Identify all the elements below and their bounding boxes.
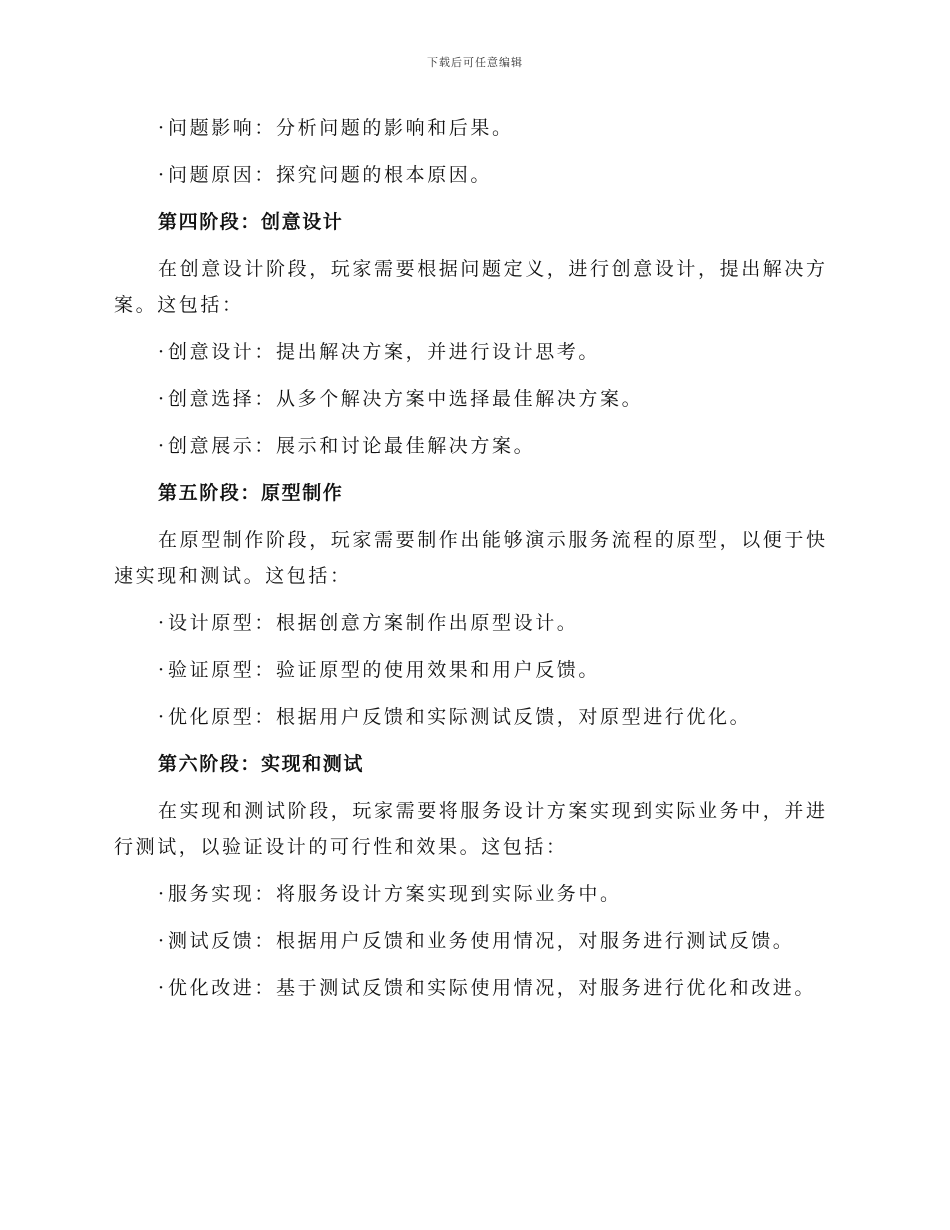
bullet-text: 验证原型：验证原型的使用效果和用户反馈。	[168, 659, 601, 681]
section-paragraph: 在创意设计阶段，玩家需要根据问题定义，进行创意设计，提出解决方案。这包括：	[114, 258, 828, 316]
section-heading-5: 第五阶段：原型制作	[158, 482, 344, 504]
bullet-dot: ·	[158, 706, 165, 728]
bullet-dot: ·	[158, 659, 165, 681]
section-heading-4: 第四阶段：创意设计	[158, 211, 344, 233]
bullet-text: 优化改进：基于测试反馈和实际使用情况，对服务进行优化和改进。	[168, 977, 817, 999]
section-paragraph: 在原型制作阶段，玩家需要制作出能够演示服务流程的原型，以便于快速实现和测试。这包括：	[114, 529, 828, 587]
bullet-text: 服务实现：将服务设计方案实现到实际业务中。	[168, 883, 622, 905]
bullet-text: 创意选择：从多个解决方案中选择最佳解决方案。	[168, 388, 644, 410]
bullet-item	[114, 157, 836, 193]
bullet-dot: ·	[158, 164, 165, 186]
bullet-text: 创意设计：提出解决方案，并进行设计思考。	[168, 341, 601, 363]
bullet-item	[114, 876, 836, 912]
bullet-item	[114, 605, 836, 641]
bullet-item	[114, 970, 836, 1006]
bullet-item	[114, 923, 836, 959]
bullet-text: 优化原型：根据用户反馈和实际测试反馈，对原型进行优化。	[168, 706, 752, 728]
bullet-dot: ·	[158, 341, 165, 363]
bullet-text: 问题原因：探究问题的根本原因。	[168, 164, 493, 186]
bullet-item	[114, 652, 836, 688]
document-body	[114, 110, 836, 1017]
section-paragraph: 在实现和测试阶段，玩家需要将服务设计方案实现到实际业务中，并进行测试，以验证设计的可行性和效果。这包括：	[114, 800, 828, 858]
section-heading-6: 第六阶段：实现和测试	[158, 753, 365, 775]
bullet-item	[114, 381, 836, 417]
bullet-dot: ·	[158, 388, 165, 410]
bullet-text: 问题影响：分析问题的影响和后果。	[168, 117, 514, 139]
bullet-dot: ·	[158, 117, 165, 139]
bullet-text: 设计原型：根据创意方案制作出原型设计。	[168, 612, 579, 634]
bullet-item	[114, 110, 836, 146]
bullet-dot: ·	[158, 612, 165, 634]
bullet-text: 测试反馈：根据用户反馈和业务使用情况，对服务进行测试反馈。	[168, 930, 795, 952]
bullet-item	[114, 699, 836, 735]
bullet-dot: ·	[158, 435, 165, 457]
bullet-item	[114, 428, 836, 464]
bullet-dot: ·	[158, 977, 165, 999]
bullet-text: 创意展示：展示和讨论最佳解决方案。	[168, 435, 536, 457]
bullet-dot: ·	[158, 883, 165, 905]
bullet-dot: ·	[158, 930, 165, 952]
page-header: 下载后可任意编辑	[427, 56, 523, 69]
bullet-item	[114, 334, 836, 370]
